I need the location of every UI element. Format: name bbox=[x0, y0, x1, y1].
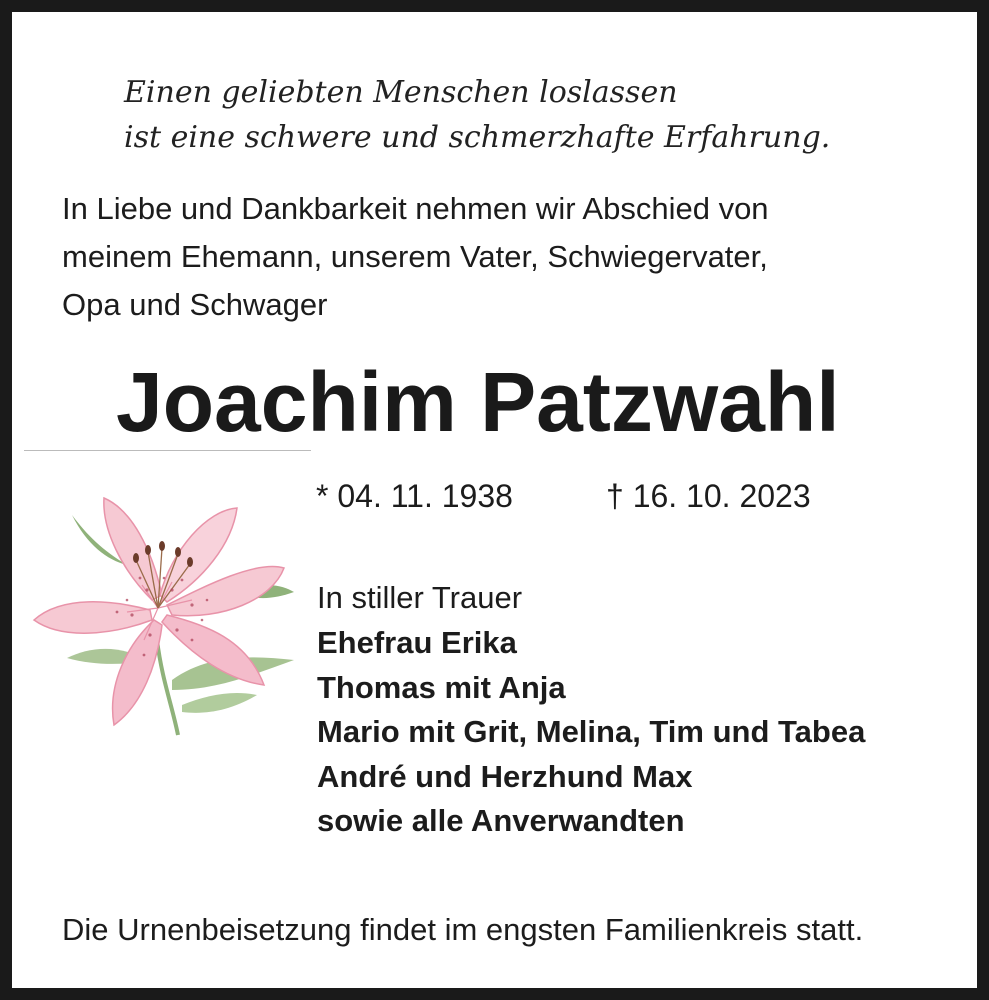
intro-text bbox=[62, 185, 769, 329]
intro-line: meinem Ehemann, unserem Vater, Schwiegervater, bbox=[62, 239, 768, 274]
lily-flower-icon bbox=[32, 490, 304, 738]
family-member: André und Herzhund Max bbox=[317, 758, 693, 794]
quote-line: Einen geliebten Menschen loslassen bbox=[124, 75, 678, 110]
family-member: Ehefrau Erika bbox=[317, 625, 517, 660]
quote-text bbox=[124, 70, 830, 160]
family-list bbox=[317, 621, 865, 844]
death-date: † 16. 10. 2023 bbox=[606, 478, 811, 514]
intro-line: Opa und Schwager bbox=[62, 287, 328, 322]
intro-line: In Liebe und Dankbarkeit nehmen wir Abschied von bbox=[62, 191, 769, 226]
family-member: Thomas mit Anja bbox=[317, 669, 566, 705]
family-member: sowie alle Anverwandten bbox=[317, 803, 685, 838]
deceased-name: Joachim Patzwahl bbox=[116, 355, 840, 449]
burial-note: Die Urnenbeisetzung findet im engsten Familienkreis statt. bbox=[62, 912, 864, 947]
family-member: Mario mit Grit, Melina, Tim und Tabea bbox=[317, 714, 866, 749]
birth-date: * 04. 11. 1938 bbox=[316, 478, 513, 514]
quote-line: ist eine schwere und schmerzhafte Erfahrung. bbox=[124, 120, 831, 155]
mourning-heading: In stiller Trauer bbox=[317, 580, 523, 615]
divider-line bbox=[24, 450, 311, 451]
